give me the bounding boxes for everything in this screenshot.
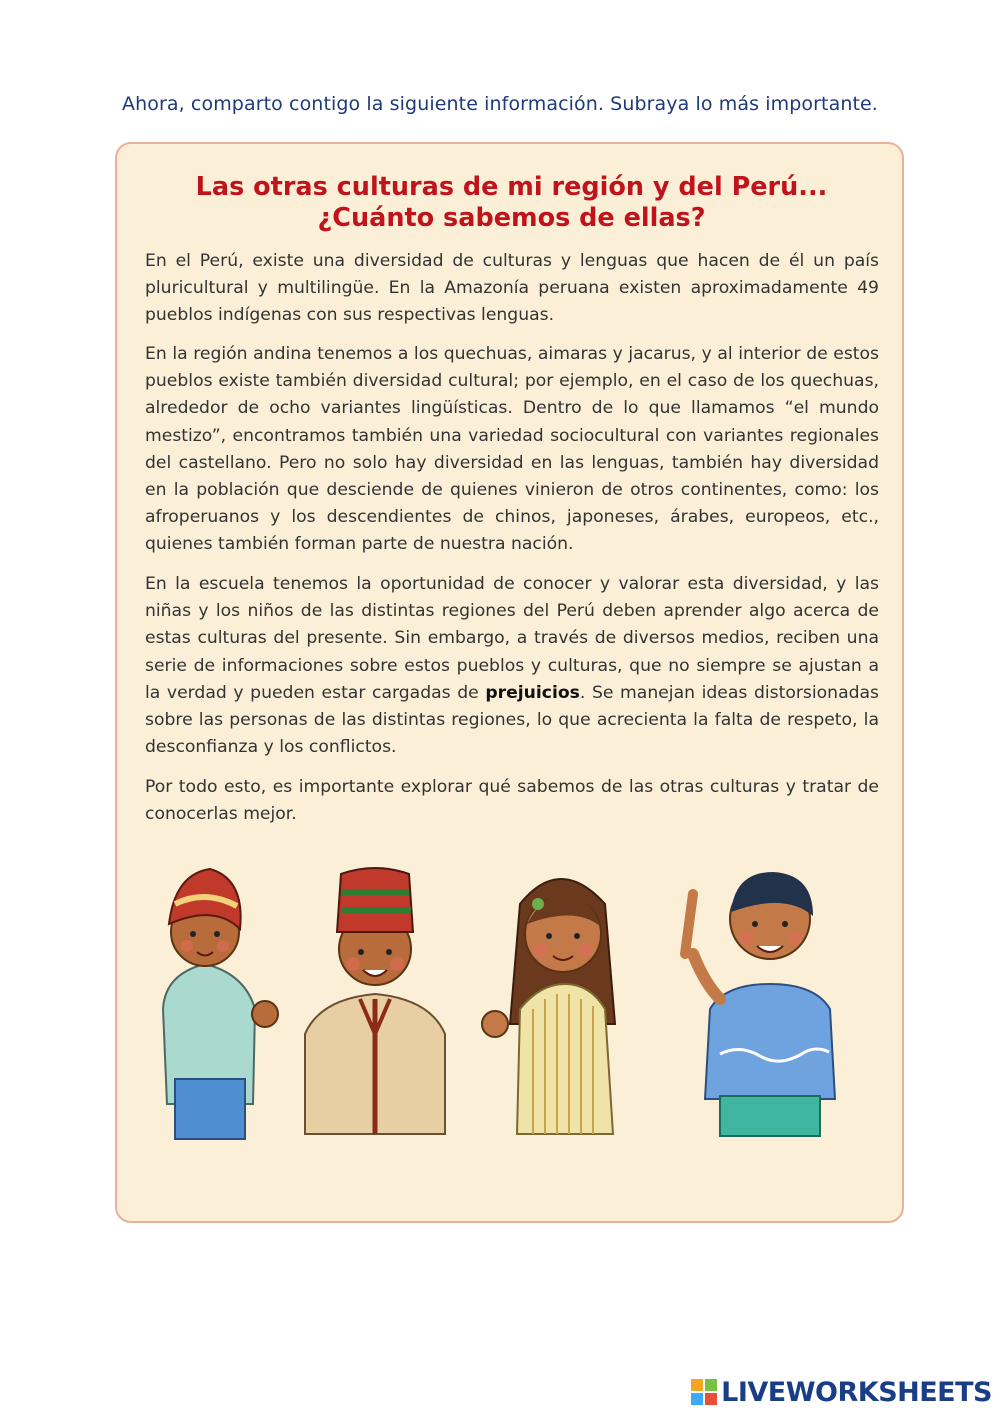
liveworksheets-icon <box>691 1379 717 1405</box>
paragraph-3-start: En la escuela tenemos la oportunidad de conocer y valorar esta diversidad, y las niñas y los niños de las distintas regiones del Perú deben aprender algo acerca de estas culturas del presente. Sin embargo, a través de diversos medios, reciben una serie de informaciones sobre estos pueblos y culturas, que no siempre se ajustan a la verdad y pueden estar cargadas de <box>145 574 879 703</box>
paragraph-1: En el Perú, existe una diversidad de culturas y lenguas que hacen de él un país pluricultural y multilingüe. En la Amazonía peruana existen aproximadamente 49 pueblos indígenas con sus respectivas lenguas. <box>145 251 879 326</box>
keyword-prejuicios: prejuicios <box>485 682 580 703</box>
paragraph-3 <box>145 571 879 761</box>
andean-boy-figure <box>163 869 278 1139</box>
paragraph-3-end: . Se manejan ideas distorsionadas sobre las personas de las distintas regiones, lo que acrecienta la falta de respeto, la desconfianza y los conflictos. <box>145 682 879 758</box>
amazonian-boy-figure <box>305 868 445 1134</box>
children-illustration <box>145 834 885 1146</box>
boy-blue-shirt-figure <box>685 872 835 1136</box>
brand-name: LIVEWORKSHEETS <box>721 1376 992 1408</box>
paragraph-2: En la región andina tenemos a los quechuas, aimaras y jacarus, y al interior de estos pueblos existe también diversidad cultural; por ejemplo, en el caso de los quechuas, alrededor de ocho variantes lingüísticas. Dentro de lo que llamamos “el mundo mestizo”, encontramos también una variedad sociocultural con variantes regionales del castellano. Pero no solo hay diversidad en las lenguas, también hay diversidad en la población que desciende de quienes vinieron de otros continentes, como: los afroperuanos y los descendientes de chinos, japoneses, árabes, europeos, etc., quienes también forman parte de nuestra nación. <box>145 344 879 555</box>
paragraph-4: Por todo esto, es importante explorar qué sabemos de las otras culturas y tratar de conocerlas mejor. <box>145 777 879 825</box>
reading-card <box>115 142 904 1223</box>
card-title: Las otras culturas de mi región y del Perú... ¿Cuánto sabemos de ellas? <box>195 172 828 233</box>
intro-instruction: Ahora, comparto contigo la siguiente información. Subraya lo más importante. <box>122 93 878 115</box>
girl-figure <box>482 879 615 1134</box>
brand-logo <box>691 1375 992 1409</box>
